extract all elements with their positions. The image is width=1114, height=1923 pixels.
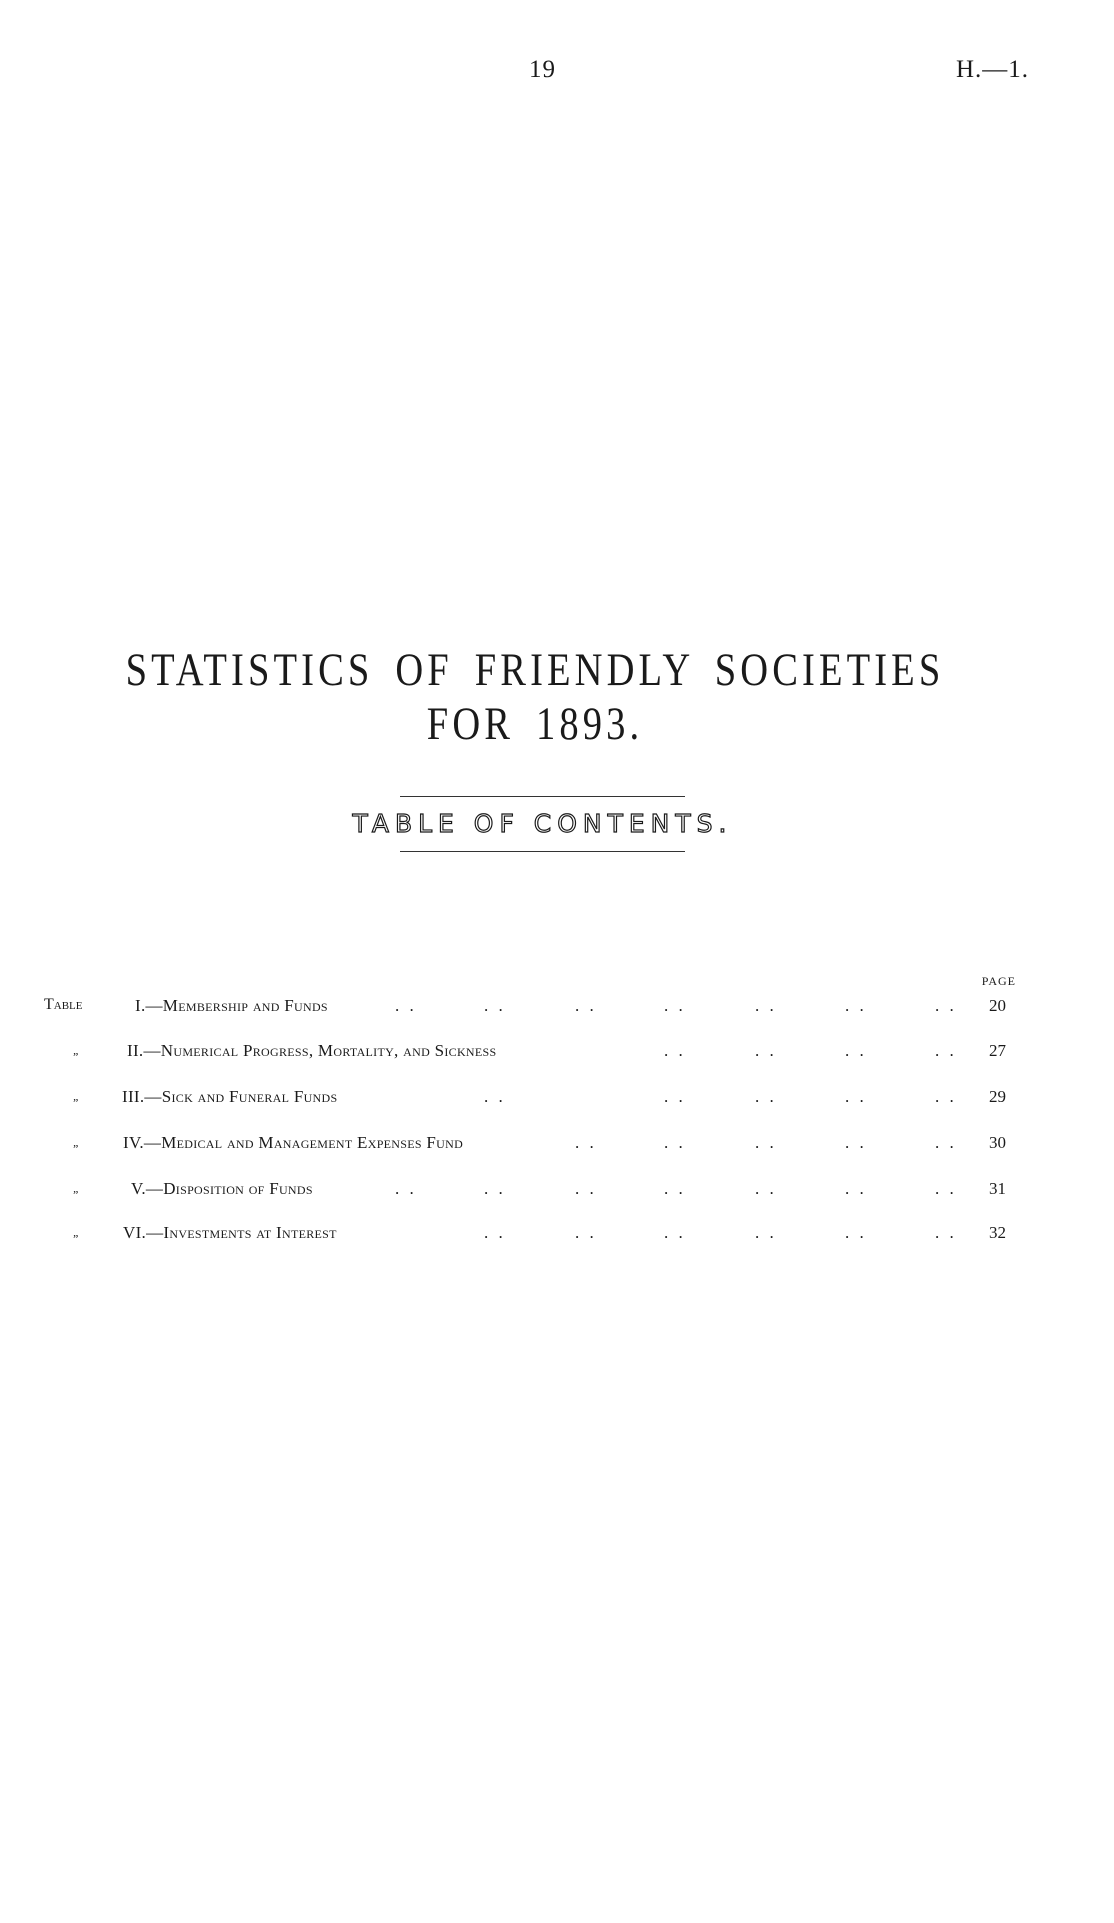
leader-dots: . . [845,996,867,1015]
toc-entry-label: I.—Membership and Funds [135,996,328,1015]
document-title: STATISTICS OF FRIENDLY SOCIETIES FOR 1893. [125,644,945,751]
leader-dots: . . [575,996,597,1015]
toc-entry-page: 29 [989,1087,1006,1106]
leader-dots: . . [395,1179,417,1198]
leader-dots: . . [845,1087,867,1106]
page-column-label: PAGE [981,974,1016,988]
toc-entry-page: 31 [989,1179,1006,1198]
table-word: Table [44,996,83,1013]
leader-dots: . . [935,1179,957,1198]
bottom-rule [400,851,685,852]
toc-entry-label: V.—Disposition of Funds [131,1179,313,1198]
leader-dots: . . [845,1041,867,1060]
document-reference: H.—1. [955,56,1029,83]
dot-leader [0,1041,1114,1071]
leader-dots: . . [845,1133,867,1152]
leader-dots: . . [755,1041,777,1060]
toc-entry-page: 32 [989,1223,1006,1242]
ditto-mark: „ [73,1225,80,1239]
toc-entry [0,1087,1114,1117]
toc-entry-page: 27 [989,1041,1006,1060]
dot-leader [0,1223,1114,1253]
leader-dots: . . [845,1223,867,1242]
leader-dots: . . [664,1179,686,1198]
toc-entry-page: 30 [989,1133,1006,1152]
page-number: 19 [529,56,556,83]
leader-dots: . . [755,1179,777,1198]
leader-dots: . . [575,1223,597,1242]
toc-entry-label: III.—Sick and Funeral Funds [122,1087,338,1106]
leader-dots: . . [664,1223,686,1242]
leader-dots: . . [755,1087,777,1106]
top-rule [400,796,685,797]
toc-heading-block [0,796,1085,852]
dot-leader [0,996,1114,1026]
ditto-mark: „ [73,1089,80,1103]
dot-leader [0,1133,1114,1163]
toc-entry-page: 20 [989,996,1006,1015]
leader-dots: . . [484,1087,506,1106]
leader-dots: . . [664,996,686,1015]
leader-dots: . . [755,1133,777,1152]
dot-leader [0,1087,1114,1117]
ditto-mark: „ [73,1181,80,1195]
leader-dots: . . [935,1087,957,1106]
leader-dots: . . [575,1133,597,1152]
ditto-mark: „ [73,1135,80,1149]
toc-heading: TABLE OF CONTENTS. [352,809,733,838]
leader-dots: . . [484,996,506,1015]
leader-dots: . . [845,1179,867,1198]
ditto-mark: „ [73,1043,80,1057]
toc-entry [0,1223,1114,1253]
leader-dots: . . [395,996,417,1015]
leader-dots: . . [484,1179,506,1198]
leader-dots: . . [664,1041,686,1060]
dot-leader [0,1179,1114,1209]
toc-entry-label: VI.—Investments at Interest [123,1223,337,1242]
toc-entry [0,1179,1114,1209]
leader-dots: . . [664,1087,686,1106]
leader-dots: . . [664,1133,686,1152]
leader-dots: . . [755,1223,777,1242]
toc-entry-label: II.—Numerical Progress, Mortality, and Sickness [127,1041,497,1060]
toc-entry-label: IV.—Medical and Management Expenses Fund [123,1133,464,1152]
leader-dots: . . [935,996,957,1015]
toc-entry [0,996,1114,1026]
leader-dots: . . [935,1223,957,1242]
leader-dots: . . [935,1041,957,1060]
toc-entry [0,1133,1114,1163]
leader-dots: . . [575,1179,597,1198]
leader-dots: . . [935,1133,957,1152]
toc-entry [0,1041,1114,1071]
leader-dots: . . [484,1223,506,1242]
leader-dots: . . [755,996,777,1015]
